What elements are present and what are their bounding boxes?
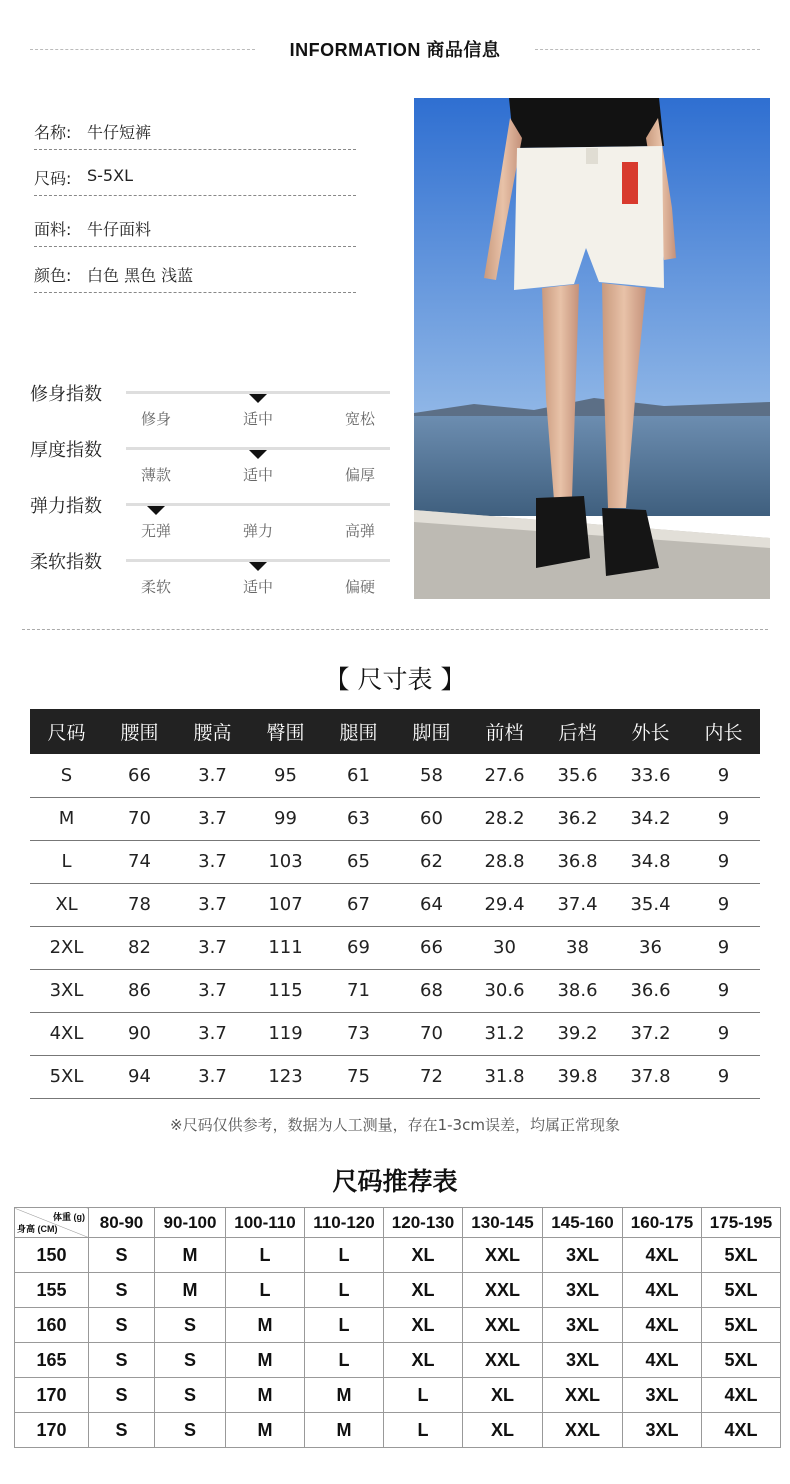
corner-height-label: 身高 (CM) — [17, 1224, 58, 1234]
size-cell: 33.6 — [614, 754, 687, 797]
height-row-header: 170 — [15, 1413, 89, 1448]
rec-corner-cell — [15, 1208, 89, 1238]
size-col-header: 内长 — [687, 709, 760, 754]
rec-size-cell: 5XL — [702, 1343, 781, 1378]
rec-size-cell: XXL — [543, 1413, 623, 1448]
size-cell: 3.7 — [176, 754, 249, 797]
table-row — [30, 840, 760, 883]
size-cell: 99 — [249, 797, 322, 840]
rec-size-cell: XXL — [463, 1273, 543, 1308]
rec-size-cell: L — [226, 1238, 305, 1273]
size-cell: 28.8 — [468, 840, 541, 883]
size-cell: 31.2 — [468, 1012, 541, 1055]
index-marker — [249, 394, 267, 403]
rec-size-cell: XXL — [463, 1343, 543, 1378]
size-cell: 64 — [395, 883, 468, 926]
corner-weight-label: 体重 (g) — [53, 1212, 85, 1222]
size-col-header: 腰高 — [176, 709, 249, 754]
size-cell: 115 — [249, 969, 322, 1012]
index-name: 厚度指数 — [30, 440, 102, 461]
rec-size-cell: XXL — [543, 1378, 623, 1413]
size-cell: L — [30, 840, 103, 883]
photo-illustration — [414, 98, 770, 599]
size-cell: 9 — [687, 1055, 760, 1098]
table-row — [30, 926, 760, 969]
info-row-name — [34, 120, 356, 166]
rec-size-cell: XXL — [463, 1238, 543, 1273]
rec-size-cell: M — [305, 1378, 384, 1413]
rec-size-cell: S — [89, 1413, 155, 1448]
rec-size-cell: 3XL — [543, 1308, 623, 1343]
size-cell: 38.6 — [541, 969, 614, 1012]
size-cell: 3.7 — [176, 926, 249, 969]
rec-size-cell: L — [305, 1308, 384, 1343]
table-row — [30, 797, 760, 840]
rec-size-cell: XL — [384, 1343, 463, 1378]
weight-col-header: 130-145 — [463, 1208, 543, 1238]
rec-size-cell: 3XL — [543, 1273, 623, 1308]
size-recommendation-table — [14, 1207, 781, 1448]
size-cell: 75 — [322, 1055, 395, 1098]
table-row — [15, 1273, 781, 1308]
index-option: 偏硬 — [344, 578, 375, 596]
rec-table-title: 尺码推荐表 — [332, 1167, 458, 1196]
size-cell: 39.8 — [541, 1055, 614, 1098]
rec-size-cell: M — [226, 1343, 305, 1378]
info-label: 面料: — [34, 220, 72, 239]
size-cell: 37.2 — [614, 1012, 687, 1055]
info-value: S-5XL — [87, 166, 133, 185]
size-cell: 61 — [322, 754, 395, 797]
size-cell: 28.2 — [468, 797, 541, 840]
size-cell: 36 — [614, 926, 687, 969]
info-row-fabric — [34, 217, 356, 263]
rec-size-cell: S — [89, 1378, 155, 1413]
size-cell: 9 — [687, 926, 760, 969]
size-cell: 34.8 — [614, 840, 687, 883]
table-row — [30, 1012, 760, 1055]
height-row-header: 165 — [15, 1343, 89, 1378]
size-cell: 3.7 — [176, 840, 249, 883]
rec-size-cell: S — [155, 1413, 226, 1448]
table-row — [15, 1378, 781, 1413]
size-cell: 4XL — [30, 1012, 103, 1055]
size-table — [30, 709, 760, 1099]
index-option: 适中 — [242, 466, 273, 484]
size-cell: 66 — [103, 754, 176, 797]
index-option: 高弹 — [344, 522, 375, 540]
rec-size-cell: S — [89, 1308, 155, 1343]
height-row-header: 155 — [15, 1273, 89, 1308]
size-col-header: 前档 — [468, 709, 541, 754]
rec-size-cell: 5XL — [702, 1273, 781, 1308]
header-divider-right — [535, 49, 760, 50]
weight-col-header: 145-160 — [543, 1208, 623, 1238]
info-value: 白色 黑色 浅蓝 — [87, 266, 194, 285]
info-row-size — [34, 166, 356, 212]
size-cell: 60 — [395, 797, 468, 840]
weight-col-header: 110-120 — [305, 1208, 384, 1238]
rec-size-cell: XL — [384, 1308, 463, 1343]
rec-size-cell: M — [155, 1273, 226, 1308]
size-cell: 27.6 — [468, 754, 541, 797]
section-header — [0, 34, 790, 64]
index-name: 弹力指数 — [30, 496, 102, 517]
rec-size-cell: M — [155, 1238, 226, 1273]
rec-size-cell: S — [89, 1343, 155, 1378]
rec-size-cell: L — [384, 1413, 463, 1448]
table-row — [15, 1238, 781, 1273]
rec-size-cell: 5XL — [702, 1238, 781, 1273]
product-photo — [414, 98, 770, 599]
size-cell: 94 — [103, 1055, 176, 1098]
rec-size-cell: XL — [384, 1273, 463, 1308]
size-cell: 72 — [395, 1055, 468, 1098]
height-row-header: 150 — [15, 1238, 89, 1273]
size-col-header: 腿围 — [322, 709, 395, 754]
table-row — [30, 883, 760, 926]
size-col-header: 后档 — [541, 709, 614, 754]
size-cell: M — [30, 797, 103, 840]
size-cell: 65 — [322, 840, 395, 883]
rec-size-cell: L — [384, 1378, 463, 1413]
size-cell: 3.7 — [176, 797, 249, 840]
size-cell: 38 — [541, 926, 614, 969]
weight-col-header: 80-90 — [89, 1208, 155, 1238]
table-row — [30, 754, 760, 797]
rec-size-cell: S — [89, 1238, 155, 1273]
size-col-header: 腰围 — [103, 709, 176, 754]
info-label: 名称: — [34, 123, 72, 142]
section-divider — [22, 629, 768, 630]
size-cell: 70 — [395, 1012, 468, 1055]
size-cell: 2XL — [30, 926, 103, 969]
header-divider-left — [30, 49, 255, 50]
rec-size-cell: M — [226, 1378, 305, 1413]
index-option: 无弹 — [140, 522, 171, 540]
weight-col-header: 100-110 — [226, 1208, 305, 1238]
index-scale — [30, 436, 390, 492]
size-cell: 82 — [103, 926, 176, 969]
rec-size-cell: 4XL — [623, 1343, 702, 1378]
weight-col-header: 160-175 — [623, 1208, 702, 1238]
size-cell: 78 — [103, 883, 176, 926]
rec-size-cell: 3XL — [543, 1343, 623, 1378]
height-row-header: 170 — [15, 1378, 89, 1413]
index-marker — [249, 450, 267, 459]
index-option: 修身 — [140, 410, 171, 428]
size-cell: 67 — [322, 883, 395, 926]
rec-size-cell: M — [226, 1308, 305, 1343]
size-cell: XL — [30, 883, 103, 926]
size-col-header: 臀围 — [249, 709, 322, 754]
size-cell: 90 — [103, 1012, 176, 1055]
index-option: 弹力 — [242, 522, 273, 540]
index-scale — [30, 548, 390, 604]
weight-col-header: 175-195 — [702, 1208, 781, 1238]
size-cell: 35.4 — [614, 883, 687, 926]
size-cell: 107 — [249, 883, 322, 926]
rec-size-cell: L — [226, 1273, 305, 1308]
size-cell: 9 — [687, 1012, 760, 1055]
size-cell: 3.7 — [176, 1055, 249, 1098]
rec-size-cell: S — [155, 1378, 226, 1413]
rec-size-cell: XXL — [463, 1308, 543, 1343]
index-option: 适中 — [242, 578, 273, 596]
size-note: ※尺码仅供参考，数据为人工测量，存在1-3cm误差，均属正常现象 — [170, 1116, 620, 1134]
size-cell: 5XL — [30, 1055, 103, 1098]
index-option: 偏厚 — [344, 466, 375, 484]
table-row — [15, 1343, 781, 1378]
size-cell: 70 — [103, 797, 176, 840]
table-row — [15, 1308, 781, 1343]
index-track — [126, 503, 390, 506]
rec-size-cell: 3XL — [623, 1413, 702, 1448]
height-row-header: 160 — [15, 1308, 89, 1343]
rec-size-cell: 5XL — [702, 1308, 781, 1343]
rec-size-cell: S — [89, 1273, 155, 1308]
rec-size-cell: L — [305, 1343, 384, 1378]
rec-size-cell: L — [305, 1238, 384, 1273]
index-scale — [30, 492, 390, 548]
size-cell: 9 — [687, 797, 760, 840]
rec-size-cell: 4XL — [702, 1413, 781, 1448]
size-cell: 3.7 — [176, 1012, 249, 1055]
size-cell: 73 — [322, 1012, 395, 1055]
rec-size-cell: 4XL — [623, 1308, 702, 1343]
rec-size-cell: M — [226, 1413, 305, 1448]
header-title: INFORMATION 商品信息 — [289, 40, 501, 60]
size-cell: 3.7 — [176, 969, 249, 1012]
size-cell: 3XL — [30, 969, 103, 1012]
size-cell: 36.6 — [614, 969, 687, 1012]
size-cell: 111 — [249, 926, 322, 969]
size-cell: 119 — [249, 1012, 322, 1055]
size-cell: 34.2 — [614, 797, 687, 840]
size-cell: 36.2 — [541, 797, 614, 840]
info-row-color — [34, 263, 356, 309]
size-cell: 36.8 — [541, 840, 614, 883]
rec-size-cell: L — [305, 1273, 384, 1308]
index-marker — [147, 506, 165, 515]
weight-col-header: 120-130 — [384, 1208, 463, 1238]
size-cell: 35.6 — [541, 754, 614, 797]
size-cell: 71 — [322, 969, 395, 1012]
size-cell: 123 — [249, 1055, 322, 1098]
size-table-title: 【 尺寸表 】 — [324, 665, 466, 694]
rec-size-cell: 4XL — [623, 1238, 702, 1273]
size-cell: 63 — [322, 797, 395, 840]
size-cell: 30 — [468, 926, 541, 969]
size-cell: 37.8 — [614, 1055, 687, 1098]
rec-size-cell: XL — [463, 1378, 543, 1413]
size-cell: 103 — [249, 840, 322, 883]
size-cell: 30.6 — [468, 969, 541, 1012]
size-cell: 74 — [103, 840, 176, 883]
table-row — [30, 969, 760, 1012]
size-cell: 9 — [687, 840, 760, 883]
size-cell: 37.4 — [541, 883, 614, 926]
rec-size-cell: 4XL — [623, 1273, 702, 1308]
weight-col-header: 90-100 — [155, 1208, 226, 1238]
size-cell: 3.7 — [176, 883, 249, 926]
rec-size-cell: S — [155, 1343, 226, 1378]
rec-size-cell: XL — [463, 1413, 543, 1448]
rec-size-cell: 4XL — [702, 1378, 781, 1413]
size-col-header: 外长 — [614, 709, 687, 754]
index-option: 适中 — [242, 410, 273, 428]
size-cell: 66 — [395, 926, 468, 969]
rec-size-cell: S — [155, 1308, 226, 1343]
size-cell: 95 — [249, 754, 322, 797]
table-row — [15, 1413, 781, 1448]
size-cell: 62 — [395, 840, 468, 883]
size-col-header: 尺码 — [30, 709, 103, 754]
index-option: 宽松 — [344, 410, 375, 428]
index-scale — [30, 380, 390, 436]
size-cell: 69 — [322, 926, 395, 969]
size-cell: 58 — [395, 754, 468, 797]
size-cell: 86 — [103, 969, 176, 1012]
info-label: 尺码: — [34, 169, 72, 188]
info-label: 颜色: — [34, 266, 72, 285]
index-marker — [249, 562, 267, 571]
size-cell: 39.2 — [541, 1012, 614, 1055]
size-cell: 31.8 — [468, 1055, 541, 1098]
rec-size-cell: 3XL — [623, 1378, 702, 1413]
index-option: 柔软 — [140, 578, 171, 596]
rec-size-cell: XL — [384, 1238, 463, 1273]
rec-size-cell: M — [305, 1413, 384, 1448]
rec-size-cell: 3XL — [543, 1238, 623, 1273]
info-value: 牛仔短裤 — [87, 123, 152, 142]
size-cell: 9 — [687, 883, 760, 926]
size-col-header: 脚围 — [395, 709, 468, 754]
size-cell: 68 — [395, 969, 468, 1012]
size-cell: 9 — [687, 754, 760, 797]
size-cell: S — [30, 754, 103, 797]
index-name: 柔软指数 — [30, 552, 102, 573]
index-name: 修身指数 — [30, 384, 102, 405]
size-cell: 9 — [687, 969, 760, 1012]
size-cell: 29.4 — [468, 883, 541, 926]
info-value: 牛仔面料 — [87, 220, 152, 239]
index-option: 薄款 — [140, 466, 171, 484]
table-row — [30, 1055, 760, 1098]
